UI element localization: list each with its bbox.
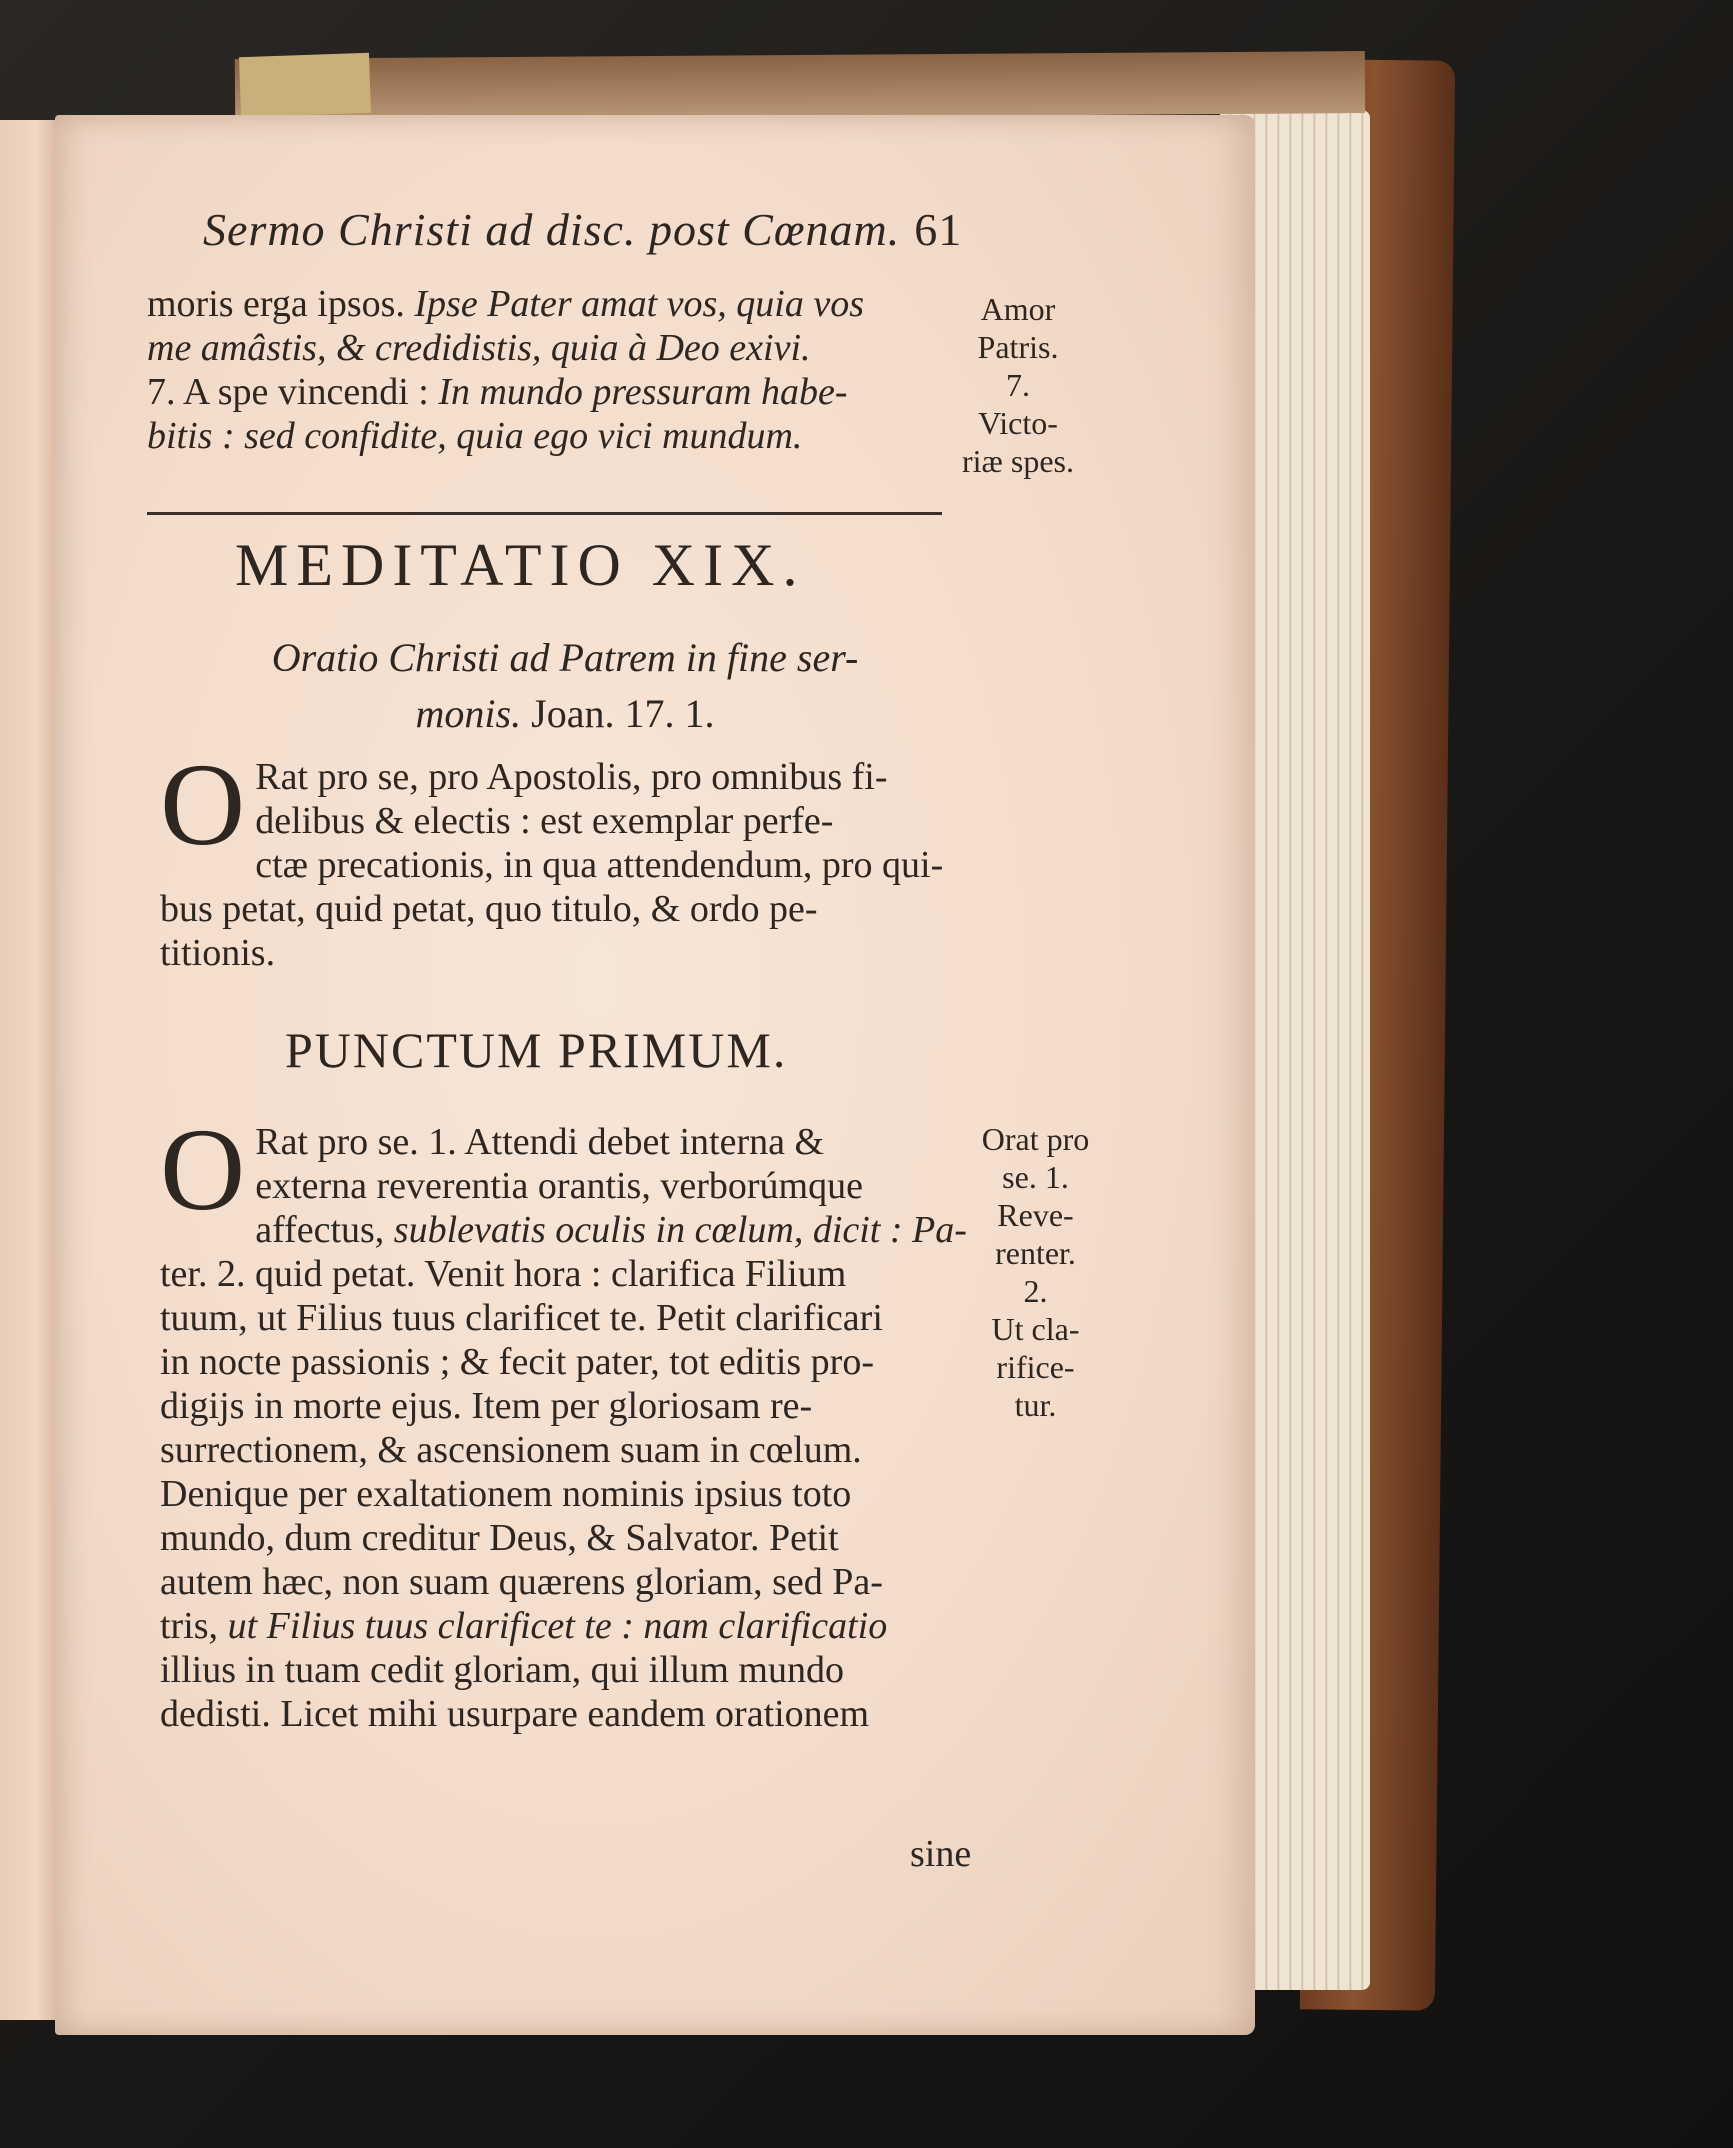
catchword: sine <box>910 1833 972 1875</box>
text-line: in nocte passionis ; & fecit pater, tot editis pro- <box>160 1341 874 1383</box>
text-line: digijs in morte ejus. Item per gloriosam re- <box>160 1385 813 1427</box>
paper-tab-marker <box>239 53 371 118</box>
text-line: mundo, dum creditur Deus, & Salvator. Petit <box>160 1517 839 1559</box>
text-line: ctæ precationis, in qua attendendum, pro qui- <box>255 844 944 886</box>
meditation-subtitle: Oratio Christi ad Patrem in fine ser- monis. Joan. 17. 1. <box>271 635 859 736</box>
drop-cap: O <box>160 739 246 870</box>
text-line: titionis. <box>160 932 276 974</box>
text-line: externa reverentia orantis, verborúmque <box>255 1165 863 1207</box>
running-head-title: Sermo Christi ad disc. post Cœnam. <box>203 204 901 255</box>
page-number: 61 <box>914 204 963 255</box>
punctum-heading: PUNCTUM PRIMUM. <box>285 1022 788 1078</box>
text-line: tris, ut Filius tuus clarificet te : nam clarificatio <box>160 1605 888 1647</box>
section-divider-rule <box>147 512 942 515</box>
text-line: bitis : sed confidite, quia ego vici mundum. <box>147 415 803 457</box>
text-line: Rat pro se. 1. Attendi debet interna & <box>255 1121 825 1163</box>
text-line: autem hæc, non suam quærens gloriam, sed Pa- <box>160 1561 883 1603</box>
book-page <box>55 115 1255 2035</box>
text-line: 7. A spe vincendi : In mundo pressuram habe- <box>147 371 848 413</box>
drop-cap: O <box>160 1104 246 1235</box>
text-line: delibus & electis : est exemplar perfe- <box>255 800 834 842</box>
facing-page-edge <box>0 120 60 2020</box>
margin-note-top: Amor Patris. 7. Victo- riæ spes. <box>962 291 1074 479</box>
text-line: illius in tuam cedit gloriam, qui illum mundo <box>160 1649 844 1691</box>
margin-note-punctum: Orat pro se. 1. Reve- renter. 2. Ut cla- rifice- tur. <box>981 1121 1090 1423</box>
book-spine-top <box>235 51 1365 121</box>
text-line: moris erga ipsos. Ipse Pater amat vos, quia vos <box>147 283 865 325</box>
text-line: me amâstis, & credidistis, quia à Deo exivi. <box>147 327 811 369</box>
text-line: surrectionem, & ascensionem suam in cœlum. <box>160 1429 862 1471</box>
meditation-title: MEDITATIO XIX. <box>235 532 806 598</box>
punctum-paragraph <box>160 1104 967 1736</box>
text-line: tuum, ut Filius tuus clarificet te. Petit clarificari <box>160 1297 883 1339</box>
scripture-reference: Joan. 17. 1. <box>531 691 715 736</box>
text-line: ter. 2. quid petat. Venit hora : clarifica Filium <box>160 1253 847 1295</box>
text-line: Denique per exaltationem nominis ipsius toto <box>160 1473 852 1515</box>
text-line: bus petat, quid petat, quo titulo, & ordo pe- <box>160 888 818 930</box>
intro-paragraph <box>160 739 960 975</box>
text-line: Rat pro se, pro Apostolis, pro omnibus fi- <box>255 756 888 798</box>
text-line: affectus, sublevatis oculis in cœlum, dicit : Pa- <box>255 1209 967 1251</box>
continued-text-block <box>147 282 864 458</box>
running-head <box>203 204 1003 255</box>
text-line: dedisti. Licet mihi usurpare eandem orationem <box>160 1693 870 1735</box>
